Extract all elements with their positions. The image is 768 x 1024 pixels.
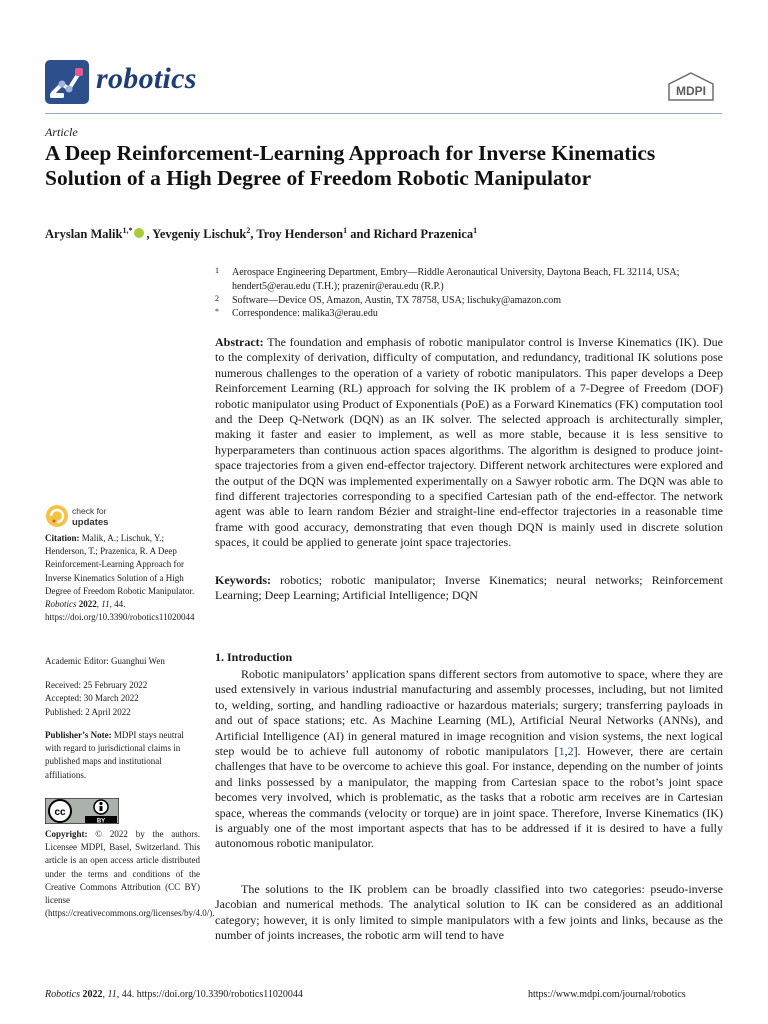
affiliation-1 — [215, 266, 725, 293]
citation-year: 2022 — [78, 599, 97, 610]
abstract-text: The foundation and emphasis of robotic manipulator control is Inverse Kinematics (IK). Due to the complexity of derivation, difficulty of computation, and redundancy, traditional IK solutions pose numerous challenges to the operation of a variety of robotic manipulators. This paper develops a Deep Reinforcement Learning (RL) approach for solving the IK problem of a 7-Degree of Freedom (DOF) robotic manipulator using Product of Exponentials (PoE) as a Forward Kinematics (FK) computation tool and the Deep Q-Network (DQN) as an IK solver. The selected approach is architecturally simpler, making it faster and easier to implement, as well as more stable, because it is less sensitive to hyperparameters than continuous action spaces algorithms. The algorithm is designed to produce joint-space trajectories from a given end-effector trajectory. Different network architectures were explored and the output of the DQN was implemented experimentally on a Sawyer robotic arm. The DQN was able to find different trajectories corresponding to a specified Cartesian path of the end-effector. The network agent was able to learn random Bézier and straight-line end-effector trajectories in a reasonable time frame with good accuracy, demonstrating that even though DQN is mainly used in discrete solution spaces, it could be applied to generate joint space trajectories. — [215, 335, 723, 550]
robotics-logo-icon — [45, 60, 89, 104]
article-title: A Deep Reinforcement-Learning Approach for Inverse Kinematics Solution of a High Degree of Freedom Robotic Manipulator — [45, 141, 656, 190]
check-for-updates-badge[interactable] — [45, 503, 165, 529]
citation-label: Citation: — [45, 533, 80, 543]
check-updates-icon — [46, 505, 68, 527]
author-affiliation-mark: 1 — [343, 226, 348, 235]
author-separator: , — [146, 227, 153, 242]
correspondence-mark: * — [215, 307, 219, 316]
copyright-label: Copyright: — [45, 829, 88, 839]
intro-text-b: ]. However, there are certain challenges that have to be overcome to achieve this goal. For instance, depending on the number of joints and links possessed by a manipulator, the mapping from Cartesian space to the robot’s joint space becomes very involved, which is problematic, as the tasks that a robotic arm receives are in Cartesian space, whereas the commands (velocity or torque) are in joint space. Therefore, Inverse Kinematics (IK) is arguably one of the most important aspects that has to be addressed if it is desired to have a fully autonomous robotic manipulator. — [215, 744, 723, 851]
correspondence-text: Correspondence: malika3@erau.edu — [232, 308, 378, 319]
footer-doi[interactable]: , 44. https://doi.org/10.3390/robotics11020044 — [116, 989, 303, 1000]
academic-editor: Academic Editor: Guanghui Wen — [45, 656, 165, 666]
orcid-icon[interactable] — [134, 228, 144, 238]
check-updates-label-1: check for — [72, 506, 107, 516]
author-separator: and — [347, 227, 374, 242]
citation-block: Citation: Malik, A.; Lischuk, Y.; Henderson, T.; Prazenica, R. A Deep Reinforcement-Learning Approach for Inverse Kinematics Solution of a High Degree of Freedom Robotic Manipulator. Robotics 2022, 11, 44. https://doi.org/10.3390/robotics11020044 — [45, 533, 195, 623]
publisher-note-label: Publisher’s Note: — [45, 730, 112, 740]
abstract — [215, 335, 723, 551]
citation-journal: Robotics — [45, 599, 77, 610]
keywords-text: robotics; robotic manipulator; Inverse Kinematics; neural networks; Reinforcement Learning; Deep Learning; Artificial Intelligence; DQN — [215, 573, 724, 603]
intro-paragraph-1 — [215, 667, 723, 852]
footer-volume: 11 — [107, 989, 117, 1000]
footer-journal: Robotics — [45, 989, 80, 1000]
footer-year: 2022 — [82, 989, 103, 1000]
affiliation-mark: 1 — [215, 266, 219, 275]
footer-journal-url[interactable]: https://www.mdpi.com/journal/robotics — [528, 989, 686, 1000]
header-divider — [45, 113, 722, 114]
keywords-label: Keywords: — [215, 573, 271, 587]
intro-paragraph-2: The solutions to the IK problem can be broadly classified into two categories: pseudo-inverse Jacobian and numerical methods. The analytical solution to IK can be considered as an additional category; however, it is only limited to simple manipulators with a few joints and links, because as the number of joints increases, the robotic arm will tend to have — [215, 882, 723, 943]
author-name[interactable]: Richard Prazenica — [373, 227, 474, 242]
affiliation-text: Aerospace Engineering Department, Embry—Riddle Aeronautical University, Daytona Beach, FL 32114, USA; hendert5@erau.edu (T.H.); prazenir@erau.edu (R.P.) — [232, 267, 680, 292]
article-type: Article — [45, 125, 78, 139]
correspondence — [215, 307, 725, 321]
abstract-label: Abstract: — [215, 335, 264, 349]
author-name[interactable]: Troy Henderson — [256, 227, 344, 242]
publisher-note — [45, 729, 200, 782]
cc-by-label: BY — [96, 818, 106, 824]
publisher-note-text: MDPI stays neutral with regard to jurisdictional claims in published maps and institutional affiliations. — [45, 730, 184, 780]
citation-text: Malik, A.; Lischuk, Y.; Henderson, T.; Prazenica, R. A Deep Reinforcement-Learning Approach for Inverse Kinematics Solution of a High Degree of Freedom Robotic Manipulator. — [45, 533, 195, 596]
cc-by-license-badge[interactable] — [45, 798, 119, 824]
author-name[interactable]: Yevgeniy Lischuk — [152, 227, 247, 242]
received-date: Received: 25 February 2022 — [45, 680, 148, 690]
mdpi-logo[interactable] — [665, 70, 717, 102]
accepted-date: Accepted: 30 March 2022 — [45, 693, 139, 703]
citation-volume: 11 — [101, 599, 110, 610]
citation-link-2[interactable]: 2 — [567, 744, 574, 759]
author-separator: , — [250, 227, 257, 242]
affiliation-2 — [215, 294, 725, 308]
copyright-text: © 2022 by the authors. Licensee MDPI, Basel, Switzerland. This article is an open access article distributed under the terms and conditions of the Creative Commons Attribution (CC BY) license (https://creativecommons.org/licenses/by/4.0/). — [45, 829, 215, 919]
mdpi-logo-text: MDPI — [676, 84, 706, 98]
footer-citation: Robotics 2022, 11, 44. https://doi.org/10.3390/robotics11020044 — [45, 989, 303, 1000]
published-date: Published: 2 April 2022 — [45, 707, 131, 717]
copyright-block — [45, 828, 215, 920]
author-affiliation-mark: 2 — [246, 226, 251, 235]
citation-doi[interactable]: , 44. https://doi.org/10.3390/robotics11020044 — [45, 599, 195, 623]
citation-separator: , — [564, 744, 568, 759]
author-list — [45, 226, 725, 242]
check-updates-label-2: updates — [72, 517, 109, 528]
cc-label: cc — [54, 807, 66, 818]
author-affiliation-mark: 1,* — [122, 226, 133, 235]
section-heading-introduction: 1. Introduction — [215, 650, 293, 664]
journal-name[interactable]: robotics — [96, 62, 197, 95]
citation-link-1[interactable]: 1 — [558, 744, 565, 759]
keywords — [215, 573, 723, 604]
affiliation-mark: 2 — [215, 294, 219, 303]
author-name[interactable]: Aryslan Malik — [45, 227, 123, 242]
author-affiliation-mark: 1 — [473, 226, 478, 235]
intro-text-a: Robotic manipulators’ application spans different sectors from automotive to space, where they are used extensively in various industrial manufacturing and assembly processes, including, but not limited to, welding, sorting, and handling radioactive or hazardous materials; surgery; transferring payloads in and out of space stations; etc. As Machine Learning (ML), Artificial Neural Networks (ANNs), and Artificial Intelligence (AI) in general matured in image recognition and vision systems, the next logical step would be to achieve full autonomy of robotic manipulators [ — [215, 667, 723, 759]
affiliation-text: Software—Device OS, Amazon, Austin, TX 78758, USA; lischuky@amazon.com — [232, 295, 561, 306]
